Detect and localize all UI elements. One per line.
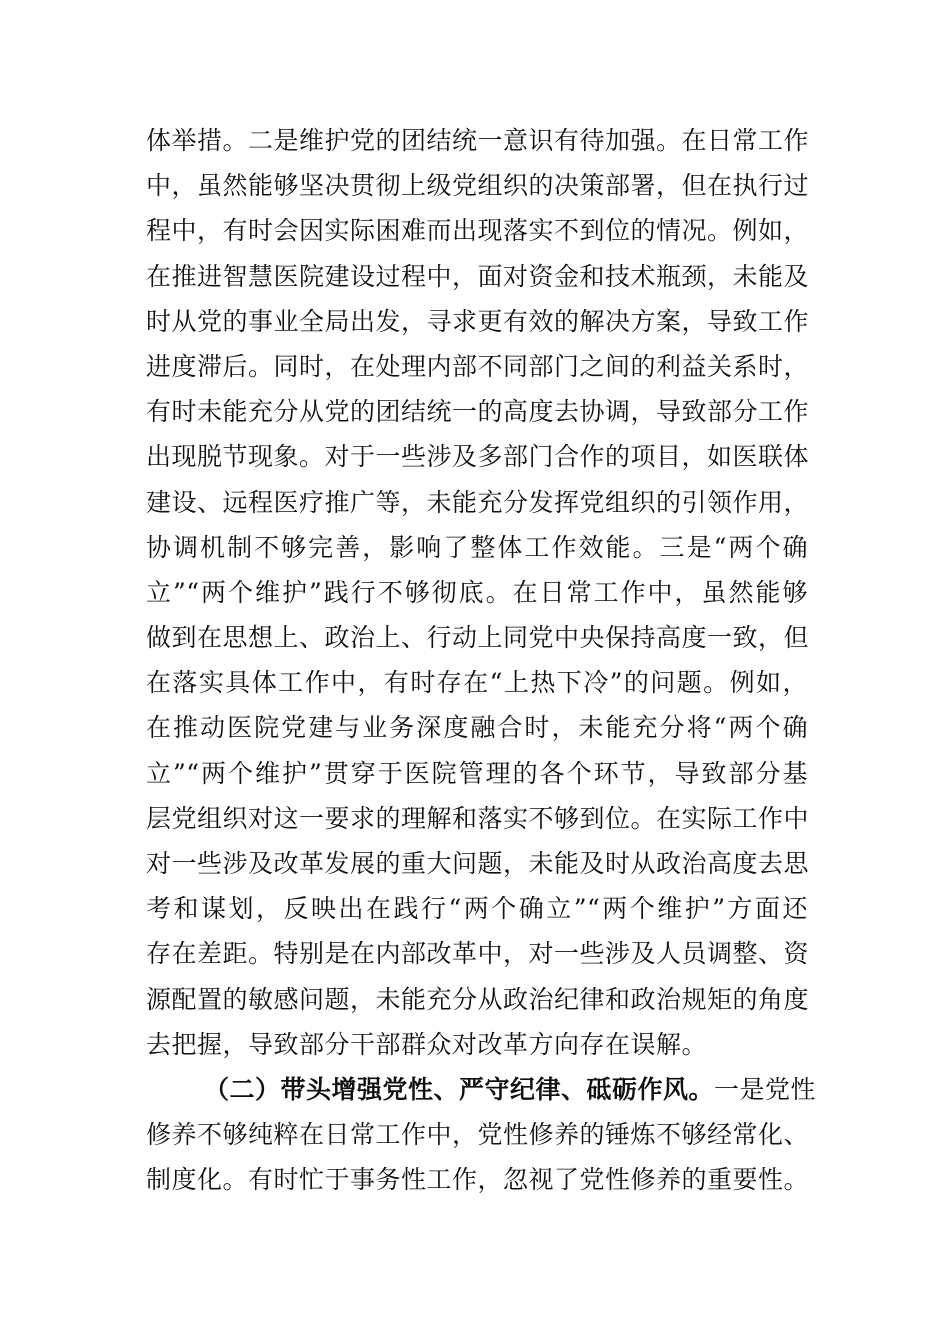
text-line: 制度化。有时忙于事务性工作，忽视了党性修养的重要性。 <box>146 1165 810 1195</box>
text-line: 考和谋划，反映出在践行“两个确立”“两个维护”方面还 <box>146 894 809 924</box>
text-line: 在推动医院党建与业务深度融合时，未能充分将“两个确 <box>146 713 808 743</box>
text-line: 对一些涉及改革发展的重大问题，未能及时从政治高度去思 <box>146 849 810 878</box>
body-text <box>146 118 817 1203</box>
text-line: 立”“两个维护”贯穿于医院管理的各个环节，导致部分基 <box>146 758 808 788</box>
section-heading-line <box>146 1067 817 1112</box>
text-line: 层党组织对这一要求的理解和落实不够到位。在实际工作中 <box>146 803 810 833</box>
text-line: 去把握，导致部分干部群众对改革方向存在误解。 <box>146 1029 708 1059</box>
text-line: 立”“两个维护”践行不够彻底。在日常工作中，虽然能够 <box>146 577 808 607</box>
text-line: 在推进智慧医院建设过程中，面对资金和技术瓶颈，未能及 <box>146 261 810 291</box>
text-line: 有时未能充分从党的团结统一的高度去协调，导致部分工作 <box>146 397 810 427</box>
text-line-rest: 一是党性 <box>714 1074 817 1104</box>
text-line: 存在差距。特别是在内部改革中，对一些涉及人员调整、资 <box>146 939 810 969</box>
text-line: 建设、远程医疗推广等，未能充分发挥党组织的引领作用， <box>146 487 810 517</box>
text-line: 出现脱节现象。对于一些涉及多部门合作的项目，如医联体 <box>146 442 810 472</box>
text-line: 协调机制不够完善，影响了整体工作效能。三是“两个确 <box>146 532 808 562</box>
text-line: 源配置的敏感问题，未能充分从政治纪律和政治规矩的角度 <box>146 984 810 1014</box>
text-line: 修养不够纯粹在日常工作中，党性修养的锤炼不够经常化、 <box>146 1120 810 1150</box>
text-line: 体举措。二是维护党的团结统一意识有待加强。在日常工作 <box>146 126 810 155</box>
text-line: 中，虽然能够坚决贯彻上级党组织的决策部署，但在执行过 <box>146 171 810 201</box>
text-line: 进度滞后。同时，在处理内部不同部门之间的利益关系时， <box>146 351 810 381</box>
text-line: 程中，有时会因实际困难而出现落实不到位的情况。例如， <box>146 216 810 246</box>
section-heading: （二）带头增强党性、严守纪律、砥砺作风。 <box>204 1074 715 1104</box>
text-line: 在落实具体工作中，有时存在“上热下冷”的问题。例如， <box>146 668 808 698</box>
text-line: 做到在思想上、政治上、行动上同党中央保持高度一致，但 <box>146 623 810 653</box>
text-line: 时从党的事业全局出发，寻求更有效的解决方案，导致工作 <box>146 306 810 336</box>
